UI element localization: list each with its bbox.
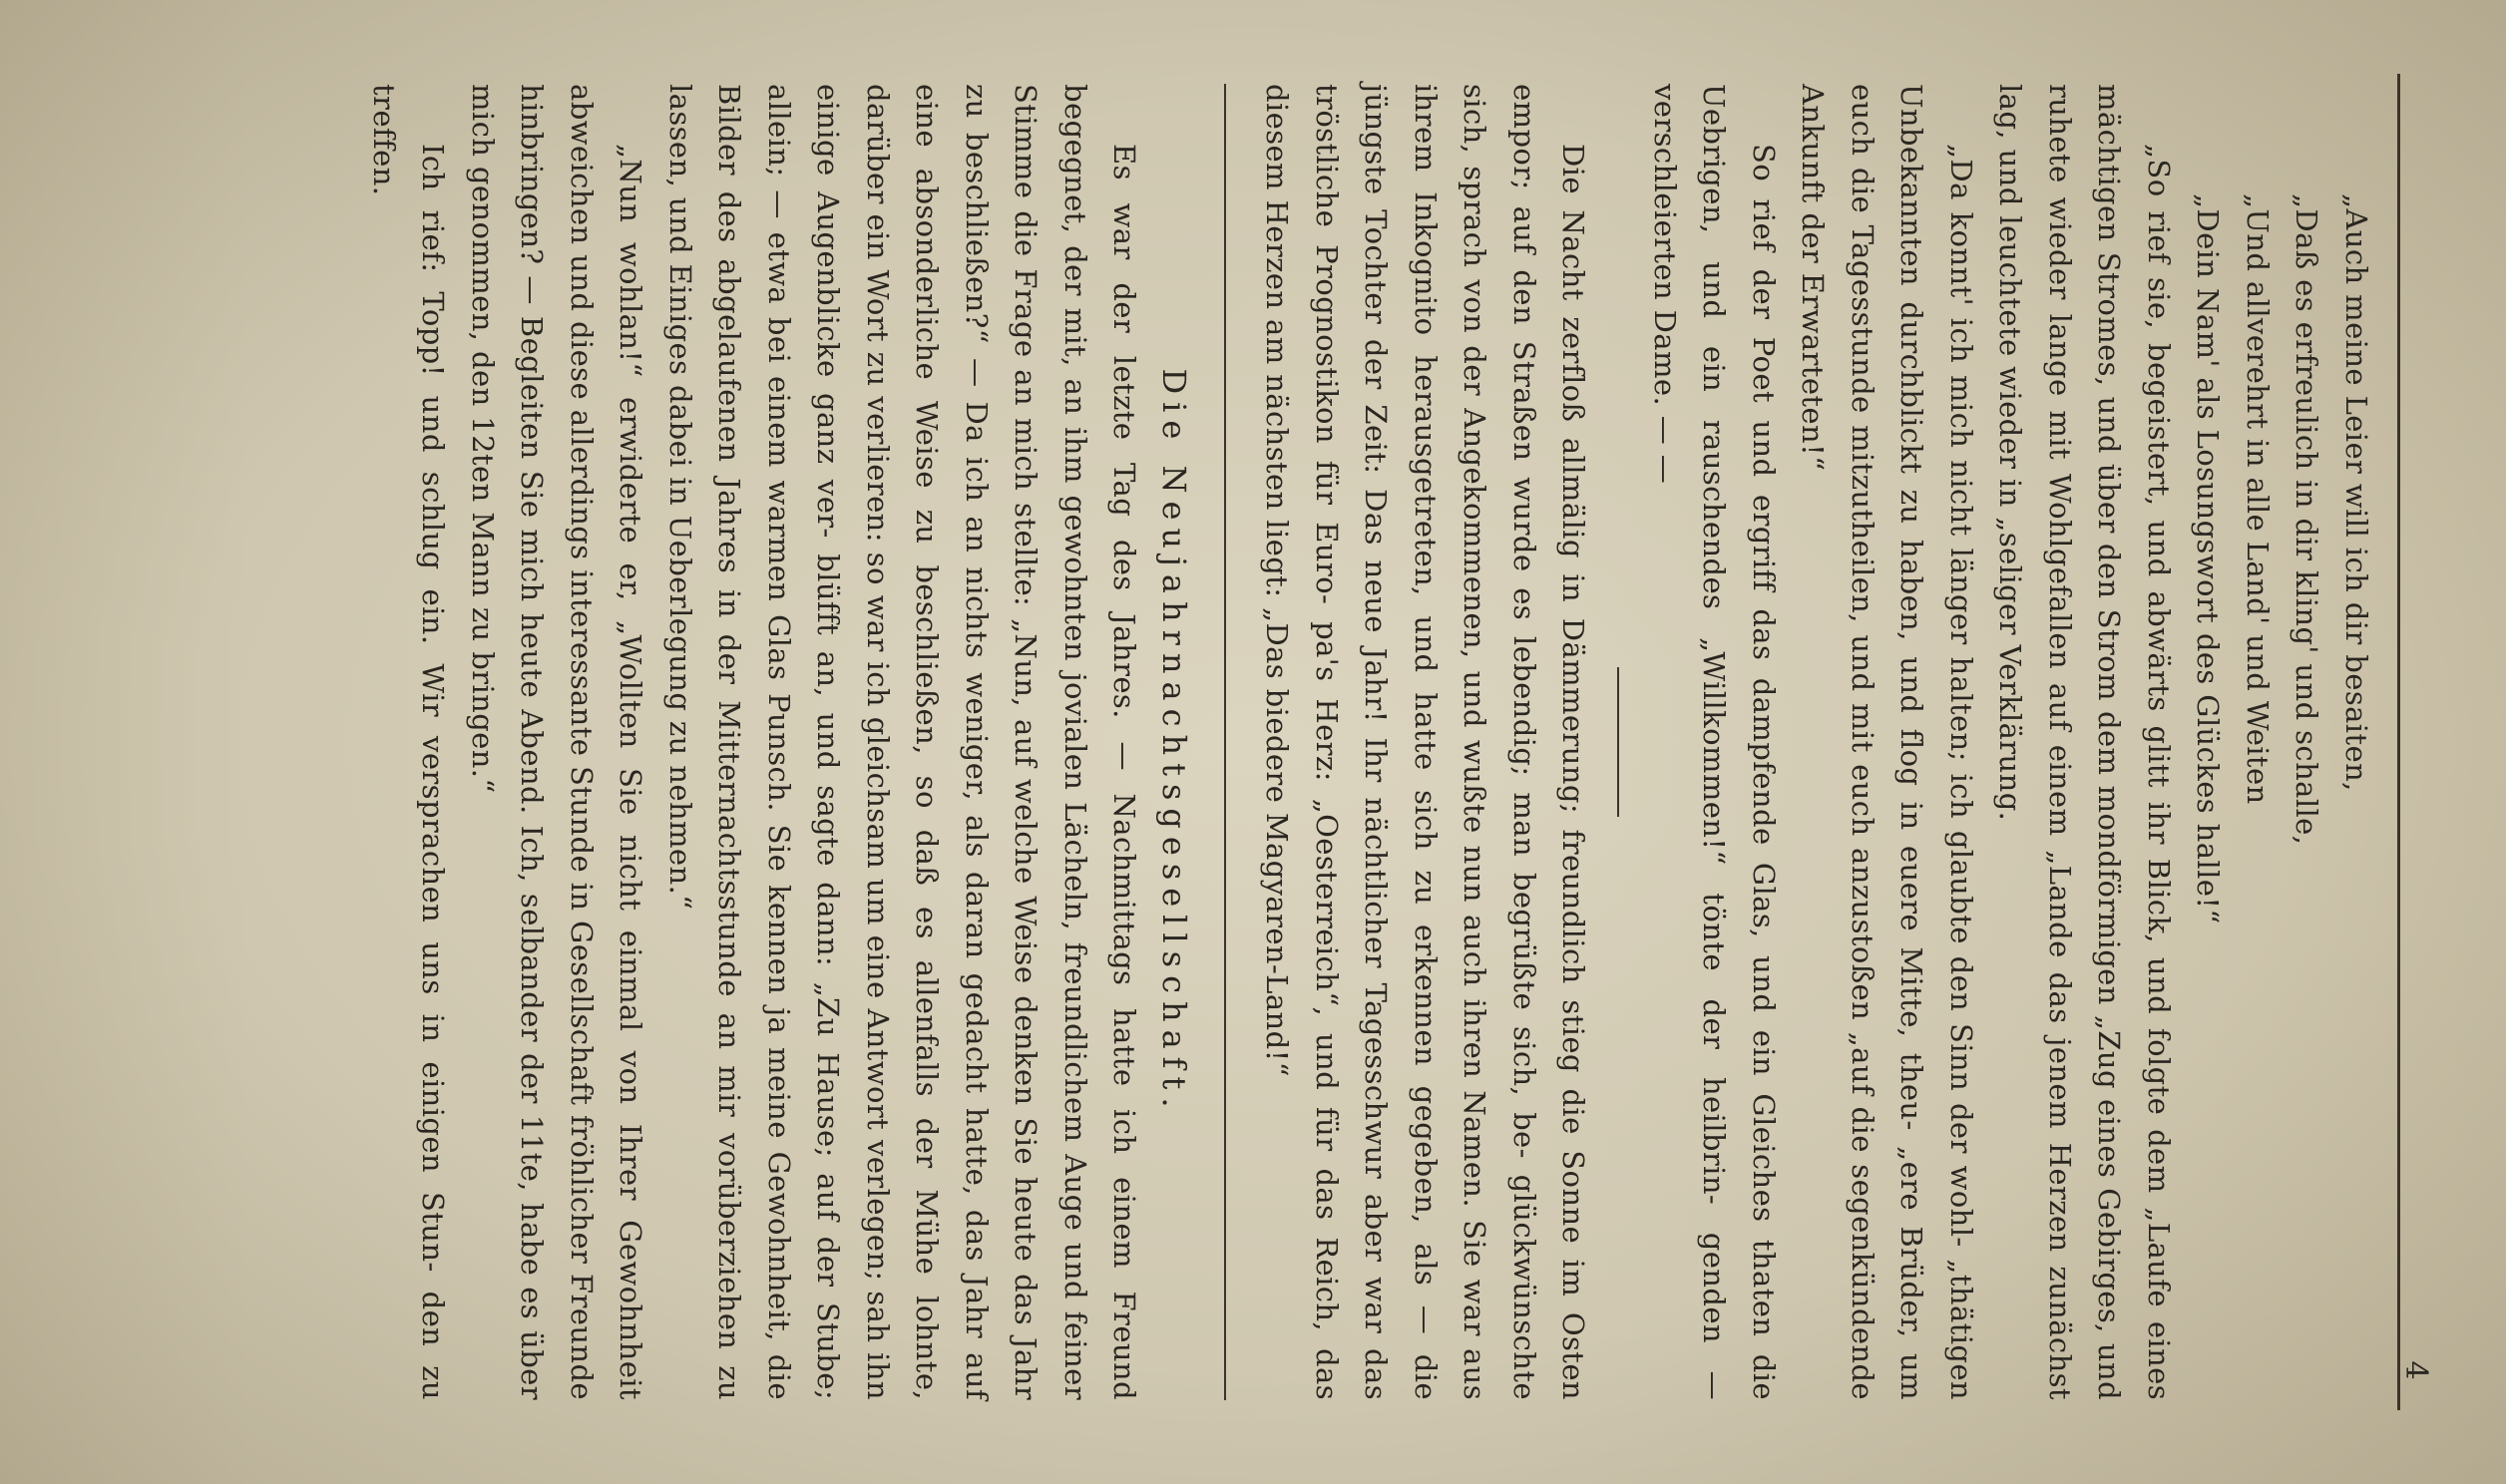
section-heading: Die Neujahrnachtsgesellschaft. <box>1155 368 1193 1116</box>
paragraph: „Nun wohlan!“ erwiderte er, „Wollten Sie nicht einmal von Ihrer Gewohnheit abweichen und diese allerdings interessante Stunde in Gesellschaft fröhlicher Freunde hinbringen? — Begleiten Sie mich heute Abend. Ich, selbander der 11te, habe es über mich genommen, den 12ten Mann zu bringen.“ <box>466 84 648 1400</box>
paragraph: „So rief sie, begeistert, und abwärts glitt ihr Blick, und folgte dem „Laufe eines mächtigen Stromes, und über den Strom dem mondförmigen „Zug eines Gebirges, und ruhete wieder lange mit Wohlgefallen auf einem „Lande das jenem Herzen zunächst lag, und leuchtete wieder in „seliger Verklärung. <box>1993 84 2176 1400</box>
poem-line: „Und allverehrt in alle Land' und Weiten <box>2241 193 2275 805</box>
section-divider <box>1224 84 1226 1400</box>
rotated-page <box>36 44 2470 1440</box>
column-upper <box>359 84 2381 1400</box>
poem-line: „Dein Nam' als Losungswort des Glückes halle!“ <box>2191 193 2226 925</box>
poem-line: „Auch meine Leier will ich dir besaiten, <box>2339 193 2373 792</box>
poem-line: „Daß es erfreulich in dir kling' und schalle, <box>2290 193 2324 846</box>
paragraph: So rief der Poet und ergriff das dampfende Glas, und ein Gleiches thaten die Uebrigen, und ein rauschendes „Willkommen!“ tönte der heilbrin- genden — verschleierten Dame. — — <box>1648 84 1781 1400</box>
paragraph: Es war der letzte Tag des Jahres. — Nachmittags hatte ich einem Freund begegnet, der mit, an ihm gewohnten jovialen Lächeln, freundlichem Auge und feiner Stimme die Frage an mich stellte: „Nun, auf welche Weise denken Sie heute das Jahr zu beschließen?“ — Da ich an nichts weniger, als daran gedacht hatte, das Jahr auf eine absonderliche Weise zu beschließen, so daß es allenfalls der Mühe lohnte, darüber ein Wort zu verlieren: so war ich gleichsam um eine Antwort verlegen; sah ihn einige Augenblicke ganz ver- blüfft an, und sagte dann: „Zu Hause; auf der Stube; allein; — etwa bei einem warmen Glas Punsch. Sie kennen ja meine Gewohnheit, die Bilder des abgelaufenen Jahres in der Mitternachtsstunde an mir vorüberziehen zu lassen, und Einiges dabei in Ueberlegung zu nehmen.“ <box>663 84 1142 1400</box>
top-rule <box>2397 74 2400 1410</box>
page-number: 4 <box>2398 1360 2433 1380</box>
short-divider <box>1618 667 1620 817</box>
paragraph: „Da konnt' ich mich nicht länger halten; ich glaubte den Sinn der wohl- „thätigen Unbekannten durchblickt zu haben, und flog in euere Mitte, theu- „ere Brüder, um euch die Tagesstunde mitzutheilen, und mit euch anzustoßen „auf die segenkündende Ankunft der Erwarteten!“ <box>1796 84 1978 1400</box>
paragraph: Die Nacht zerfloß allmälig in Dämmerung; freundlich stieg die Sonne im Osten empor; auf den Straßen wurde es lebendig; man begrüßte sich, be- glückwünschte sich, sprach von der Angekommenen, und wußte nun auch ihren Namen. Sie war aus ihrem Inkognito herausgetreten, und hatte sich zu erkennen gegeben, als — die jüngste Tochter der Zeit: Das neue Jahr! Ihr nächtlicher Tagesschwur aber war das tröstliche Prognostikon für Euro- pa's Herz: „Oesterreich“, und für das Reich, das diesem Herzen am nächsten liegt: „Das biedere Magyaren-Land!“ <box>1260 84 1591 1400</box>
paragraph: Ich rief: Topp! und schlug ein. Wir versprachen uns in einigen Stun- den zu treffen. <box>367 84 451 1400</box>
